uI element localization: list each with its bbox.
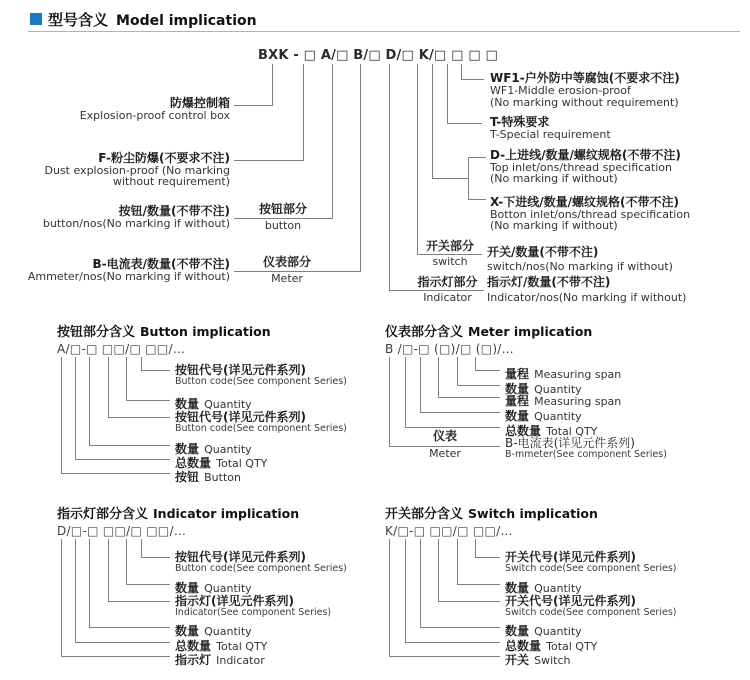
meter-part-cn: 仪表 xyxy=(432,429,457,443)
section-title-indicator: 指示灯部分含义 Indicator implication xyxy=(57,506,300,522)
connector-line xyxy=(438,397,500,398)
connector-line xyxy=(126,584,170,585)
part-label-indicator-cn: 指示灯部分 xyxy=(417,275,478,289)
indicator-label-6: 指示灯 Indicator xyxy=(175,653,265,667)
button-label-5: 总数量 Total QTY xyxy=(175,456,268,470)
connector-line xyxy=(420,539,421,627)
label-dust-explosion-cn: F-粉尘防爆(不要求不注) xyxy=(98,151,230,165)
indicator-label-4: 数量 Quantity xyxy=(175,624,252,638)
connector-line xyxy=(389,539,390,656)
bracket-line xyxy=(468,199,486,200)
meter-code-cn: B-电流表(详见元件系列) xyxy=(505,436,635,450)
meter-code-sub: B-mmeter(See component Series) xyxy=(505,449,667,460)
switch-label-4: 数量 Quantity xyxy=(505,624,582,638)
connector-line xyxy=(75,357,76,459)
connector-line xyxy=(61,656,170,657)
connector-line xyxy=(457,357,458,385)
connector-line xyxy=(389,656,500,657)
connector-line xyxy=(61,473,170,474)
connector-line xyxy=(447,64,448,124)
label-button-nos-en: button/nos(No marking if without) xyxy=(42,217,230,230)
switch-label-5: 总数量 Total QTY xyxy=(505,639,598,653)
switch-label-1-cn: 开关代号(详见元件系列) xyxy=(505,550,636,564)
switch-label-2: 数量 Quantity xyxy=(505,581,582,595)
meter-label-1: 量程 Measuring span xyxy=(505,367,622,381)
page-title xyxy=(48,9,257,30)
meter-part-en: Meter xyxy=(429,447,461,460)
connector-line xyxy=(126,400,170,401)
connector-line xyxy=(417,64,418,255)
connector-line xyxy=(457,385,500,386)
connector-line xyxy=(108,417,170,418)
button-label-1-cn: 按钮代号(详见元件系列) xyxy=(175,363,306,377)
connector-line xyxy=(89,627,170,628)
part-label-meter-en: Meter xyxy=(271,272,303,285)
section-title-meter: 仪表部分含义 Meter implication xyxy=(385,324,593,340)
label-explosion-proof-box-cn: 防爆控制箱 xyxy=(169,96,230,110)
label-bottom-inlet-en2: (No marking if without) xyxy=(490,219,618,232)
connector-line xyxy=(108,357,109,417)
part-label-button-en: button xyxy=(264,219,302,232)
connector-line xyxy=(75,642,170,643)
connector-line xyxy=(234,160,304,161)
model-formula: BXK - □ A/□ B/□ D/□ K/□ □ □ □ xyxy=(258,48,499,63)
label-bottom-inlet-en: Botton inlet/ons/thread specification xyxy=(490,208,691,221)
connector-line xyxy=(61,539,62,656)
connector-line xyxy=(475,357,476,370)
meter-label-2: 数量 Quantity xyxy=(505,382,582,396)
label-top-inlet-en2: (No marking if without) xyxy=(490,172,618,185)
meter-formula: B /□-□ (□)/□ (□)/… xyxy=(385,342,514,356)
connector-line xyxy=(420,627,500,628)
meter-label-4: 数量 Quantity xyxy=(505,409,582,423)
label-top-inlet-cn: D-上进线/数量/螺纹规格(不带不注) xyxy=(490,148,681,162)
connector-line xyxy=(432,64,433,179)
connector-line xyxy=(405,357,406,427)
meter-label-5: 总数量 Total QTY xyxy=(505,424,598,438)
label-indicator-nos-cn: 指示灯/数量(不带不注) xyxy=(487,275,611,289)
connector-line xyxy=(332,64,333,219)
button-label-3-cn: 按钮代号(详见元件系列) xyxy=(175,410,306,424)
label-button-nos-cn: 按钮/数量(不带不注) xyxy=(118,204,230,218)
connector-line xyxy=(420,357,421,412)
meter-label-3: 量程 Measuring span xyxy=(505,394,622,408)
connector-line xyxy=(438,539,439,601)
connector-line xyxy=(457,584,500,585)
part-label-indicator-en: Indicator xyxy=(423,291,472,304)
connector-line xyxy=(475,557,500,558)
indicator-label-2: 数量 Quantity xyxy=(175,581,252,595)
label-wf1-en: WF1-Middle erosion-proof xyxy=(490,84,631,97)
connector-line xyxy=(75,459,170,460)
header-divider xyxy=(28,31,740,32)
part-label-meter-cn: 仪表部分 xyxy=(262,255,311,269)
button-label-2: 数量 Quantity xyxy=(175,397,252,411)
connector-line xyxy=(89,357,90,445)
connector-line xyxy=(405,427,500,428)
label-wf1-cn: WF1-户外防中等腐蚀(不要求不注) xyxy=(490,71,680,85)
connector-line xyxy=(461,79,484,80)
connector-line xyxy=(89,445,170,446)
connector-line xyxy=(303,64,304,161)
label-dust-explosion-en2: without requirement) xyxy=(112,175,230,188)
part-label-switch-cn: 开关部分 xyxy=(425,239,474,253)
connector-line xyxy=(234,105,273,106)
page-title-cn: 型号含义 xyxy=(48,11,109,29)
indicator-label-3-cn: 指示灯(详见元件系列) xyxy=(175,594,294,608)
connector-line xyxy=(141,370,170,371)
bracket-line xyxy=(468,157,469,200)
button-label-1-sub: Button code(See component Series) xyxy=(175,376,347,387)
button-label-3-sub: Button code(See component Series) xyxy=(175,423,347,434)
button-formula: A/□-□ □□/□ □□/… xyxy=(57,342,186,356)
indicator-label-1-sub: Button code(See component Series) xyxy=(175,563,347,574)
label-switch-nos-cn: 开关/数量(不带不注) xyxy=(487,245,599,259)
section-marker-icon xyxy=(30,13,42,25)
label-wf1-en2: (No marking without requirement) xyxy=(490,96,679,109)
connector-line xyxy=(475,539,476,557)
part-label-switch-en: switch xyxy=(432,255,468,268)
connector-line xyxy=(272,64,273,106)
part-label-button-cn: 按钮部分 xyxy=(258,202,307,216)
label-bottom-inlet-cn: X-下进线/数量/螺纹规格(不带不注) xyxy=(490,195,679,209)
connector-line xyxy=(405,642,500,643)
label-special-en: T-Special requirement xyxy=(490,128,611,141)
connector-line xyxy=(141,539,142,557)
label-special-cn: T-特殊要求 xyxy=(490,115,550,129)
connector-line xyxy=(438,601,500,602)
connector-line xyxy=(475,370,500,371)
label-dust-explosion-en: Dust explosion-proof (No marking xyxy=(44,164,230,177)
connector-line xyxy=(405,539,406,642)
label-ammeter-nos-en: Ammeter/nos(No marking if without) xyxy=(27,270,230,283)
connector-line xyxy=(61,357,62,473)
connector-line xyxy=(447,123,482,124)
switch-label-3-sub: Switch code(See component Series) xyxy=(505,607,677,618)
connector-line xyxy=(432,178,468,179)
connector-line xyxy=(360,64,361,272)
connector-line xyxy=(461,64,462,80)
label-switch-nos-en: switch/nos(No marking if without) xyxy=(487,260,673,273)
switch-label-1-sub: Switch code(See component Series) xyxy=(505,563,677,574)
connector-line xyxy=(75,539,76,642)
connector-line xyxy=(126,539,127,584)
label-ammeter-nos-cn: B-电流表/数量(不带不注) xyxy=(92,257,230,271)
bracket-line xyxy=(468,157,486,158)
button-label-6: 按钮 Button xyxy=(175,470,241,484)
section-title-button: 按钮部分含义 Button implication xyxy=(57,324,271,340)
switch-label-6: 开关 Switch xyxy=(505,653,571,667)
connector-line xyxy=(389,64,390,291)
indicator-label-3-sub: Indicator(See component Series) xyxy=(175,607,332,618)
connector-line xyxy=(420,412,500,413)
connector-line xyxy=(141,357,142,370)
connector-line xyxy=(89,539,90,627)
connector-line xyxy=(108,539,109,601)
label-indicator-nos-en: Indicator/nos(No marking if without) xyxy=(487,291,687,304)
page-title-en: Model implication xyxy=(116,13,257,29)
button-label-4: 数量 Quantity xyxy=(175,442,252,456)
label-top-inlet-en: Top inlet/ons/thread specification xyxy=(490,161,672,174)
indicator-formula: D/□-□ □□/□ □□/… xyxy=(57,524,187,538)
connector-line xyxy=(141,557,170,558)
switch-label-3-cn: 开关代号(详见元件系列) xyxy=(505,594,636,608)
indicator-label-5: 总数量 Total QTY xyxy=(175,639,268,653)
connector-line xyxy=(389,357,390,446)
switch-formula: K/□-□ □□/□ □□/… xyxy=(385,524,513,538)
section-title-switch: 开关部分含义 Switch implication xyxy=(385,506,598,522)
connector-line xyxy=(108,601,170,602)
indicator-label-1-cn: 按钮代号(详见元件系列) xyxy=(175,550,306,564)
connector-line xyxy=(438,357,439,397)
connector-line xyxy=(457,539,458,584)
label-explosion-proof-box-en: Explosion-proof control box xyxy=(79,109,230,122)
connector-line xyxy=(126,357,127,400)
